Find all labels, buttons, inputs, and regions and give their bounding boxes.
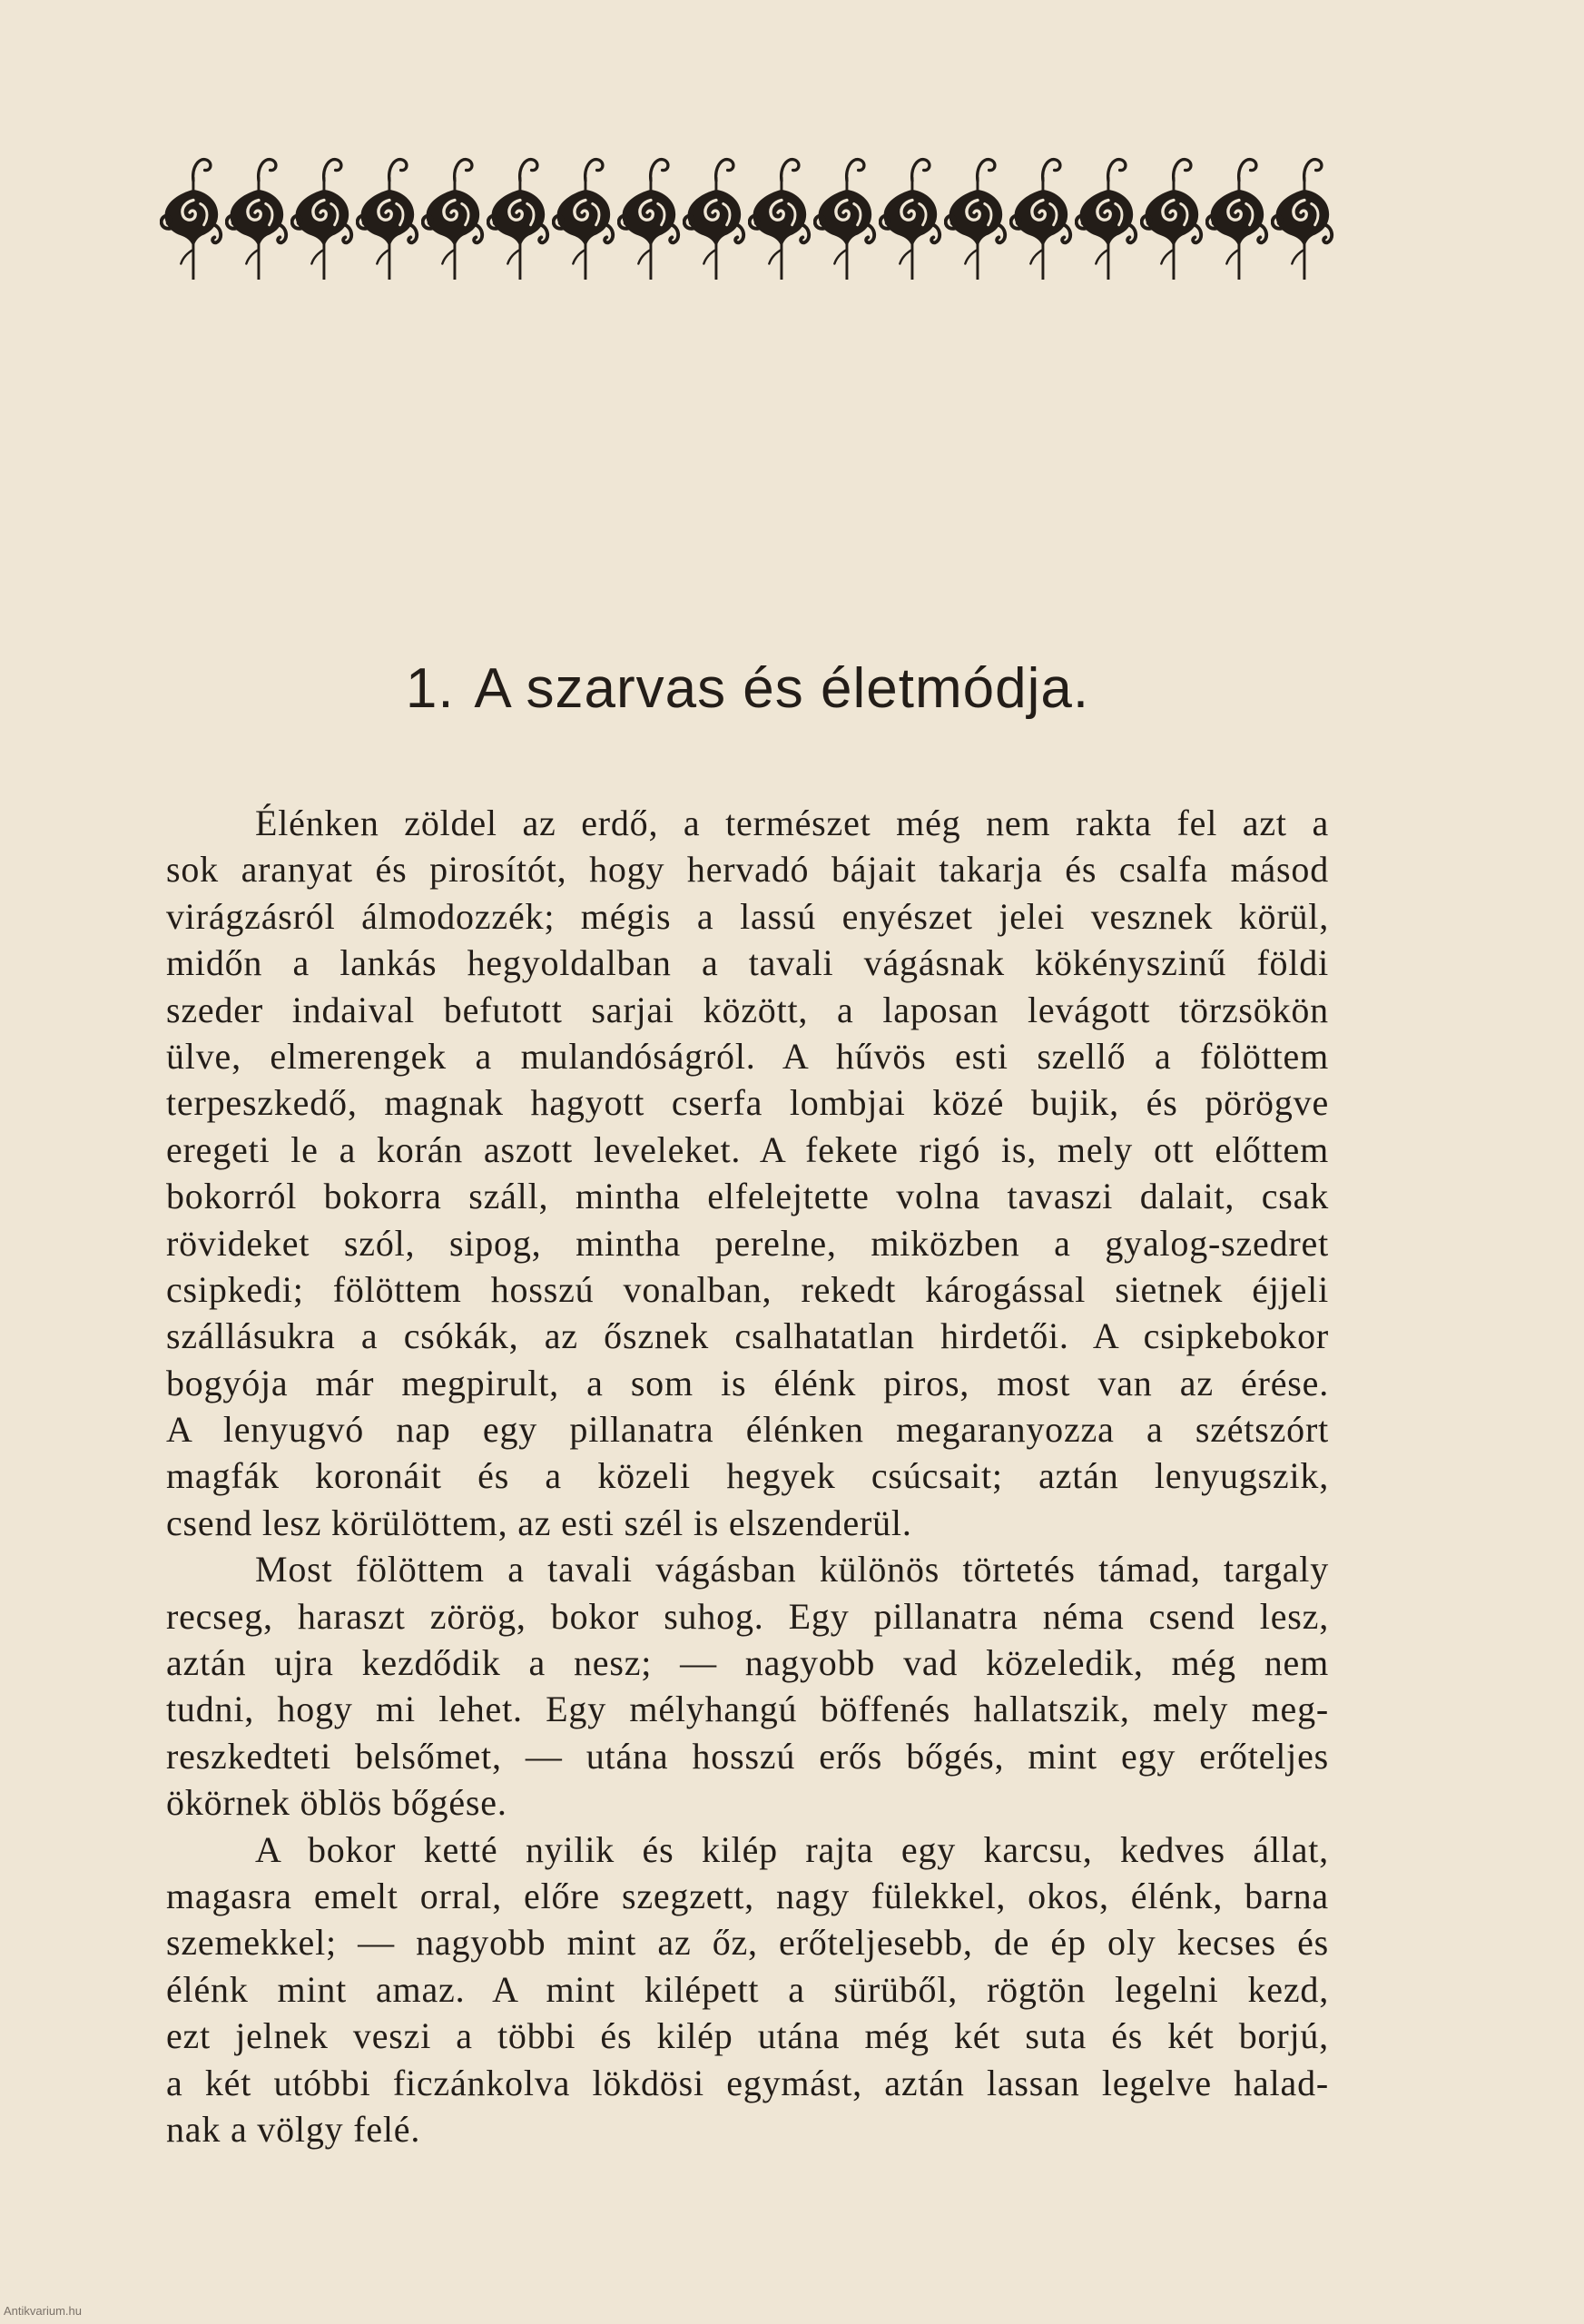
leaf-scroll-ornament-icon — [290, 153, 354, 281]
text-line: aztán ujra kezdődik a nesz; — nagyobb vad közeledik, még nem — [166, 1642, 1329, 1684]
leaf-scroll-ornament-icon — [487, 153, 550, 281]
chapter-title-text: A szarvas és életmódja. — [474, 657, 1090, 720]
text-line: csend lesz körülöttem, az esti szél is elszenderül. — [166, 1502, 912, 1543]
text-line: élénk mint amaz. A mint kilépett a sürüből, rögtön legelni kezd, — [166, 1968, 1329, 2010]
leaf-scroll-ornament-icon — [1140, 153, 1204, 281]
text-line: bokorról bokorra száll, mintha elfelejtette volna tavaszi dalait, csak — [166, 1176, 1329, 1217]
text-line: magfák koronáit és a közeli hegyek csúcsait; aztán lenyugszik, — [166, 1455, 1329, 1497]
text-line: tudni, hogy mi lehet. Egy mélyhangú böffenés hallatszik, mely meg- — [166, 1689, 1329, 1730]
paragraph — [166, 1546, 1329, 1826]
chapter-title — [166, 653, 1329, 725]
text-line: eregeti le a korán aszott leveleket. A fekete rigó is, mely ott előttem — [166, 1128, 1329, 1170]
watermark: Antikvarium.hu — [4, 2304, 82, 2318]
text-line: recseg, haraszt zörög, bokor suhog. Egy pillanatra néma csend lesz, — [166, 1595, 1329, 1637]
header-ornament-band — [160, 153, 1334, 281]
leaf-scroll-ornament-icon — [879, 153, 942, 281]
text-line: Most fölöttem a tavali vágásban különös törtetés támad, targaly — [255, 1549, 1329, 1590]
leaf-scroll-ornament-icon — [160, 153, 223, 281]
leaf-scroll-ornament-icon — [1271, 153, 1334, 281]
leaf-scroll-ornament-icon — [1205, 153, 1269, 281]
paragraph — [166, 1827, 1329, 2153]
body-text — [166, 800, 1329, 2152]
leaf-scroll-ornament-icon — [1009, 153, 1073, 281]
text-line: szemekkel; — nagyobb mint az őz, erőteljesebb, de ép oly kecses és — [166, 1922, 1329, 1964]
text-line: ülve, elmerengek a mulandóságról. A hűvös esti szellő a fölöttem — [166, 1035, 1329, 1077]
text-line: szeder indaival befutott sarjai között, a laposan levágott törzsökön — [166, 989, 1329, 1030]
leaf-scroll-ornament-icon — [552, 153, 615, 281]
leaf-scroll-ornament-icon — [683, 153, 746, 281]
text-line: sok aranyat és pirosítót, hogy hervadó bájait takarja és csalfa másod — [166, 849, 1329, 891]
text-line: magasra emelt orral, előre szegzett, nagy fülekkel, okos, élénk, barna — [166, 1875, 1329, 1916]
text-line: reszkedteti belsőmet, — utána hosszú erős bőgés, mint egy erőteljes — [166, 1735, 1329, 1777]
text-line: bogyója már megpirult, a som is élénk piros, most van az érése. — [166, 1362, 1329, 1403]
leaf-scroll-ornament-icon — [356, 153, 419, 281]
text-line: a két utóbbi ficzánkolva lökdösi egymást, aztán lassan legelve halad- — [166, 2062, 1329, 2103]
text-line: A lenyugvó nap egy pillanatra élénken megaranyozza a szétszórt — [166, 1409, 1329, 1451]
leaf-scroll-ornament-icon — [225, 153, 289, 281]
text-line: nak a völgy felé. — [166, 2108, 421, 2150]
text-line: csipkedi; fölöttem hosszú vonalban, rekedt károgással sietnek éjjeli — [166, 1268, 1329, 1310]
chapter-number: 1. — [405, 657, 455, 720]
paragraph — [166, 800, 1329, 1546]
text-line: terpeszkedő, magnak hagyott cserfa lombjai közé bujik, és pörögve — [166, 1082, 1329, 1124]
text-line: midőn a lankás hegyoldalban a tavali vágásnak kökényszinű földi — [166, 942, 1329, 984]
leaf-scroll-ornament-icon — [421, 153, 485, 281]
text-line: ezt jelnek veszi a többi és kilép utána még két suta és két borjú, — [166, 2015, 1329, 2057]
leaf-scroll-ornament-icon — [813, 153, 877, 281]
text-line: Élénken zöldel az erdő, a természet még nem rakta fel azt a — [255, 803, 1329, 843]
leaf-scroll-ornament-icon — [748, 153, 812, 281]
text-line: ökörnek öblös bőgése. — [166, 1782, 507, 1824]
text-line: rövideket szól, sipog, mintha perelne, miközben a gyalog-szedret — [166, 1222, 1329, 1264]
text-line: szállásukra a csókák, az ősznek csalhatatlan hirdetői. A csipkebokor — [166, 1315, 1329, 1357]
leaf-scroll-ornament-icon — [617, 153, 681, 281]
leaf-scroll-ornament-icon — [1075, 153, 1138, 281]
text-line: virágzásról álmodozzék; mégis a lassú enyészet jelei vesznek körül, — [166, 895, 1329, 937]
leaf-scroll-ornament-icon — [944, 153, 1008, 281]
text-line: A bokor ketté nyilik és kilép rajta egy karcsu, kedves állat, — [255, 1828, 1329, 1870]
